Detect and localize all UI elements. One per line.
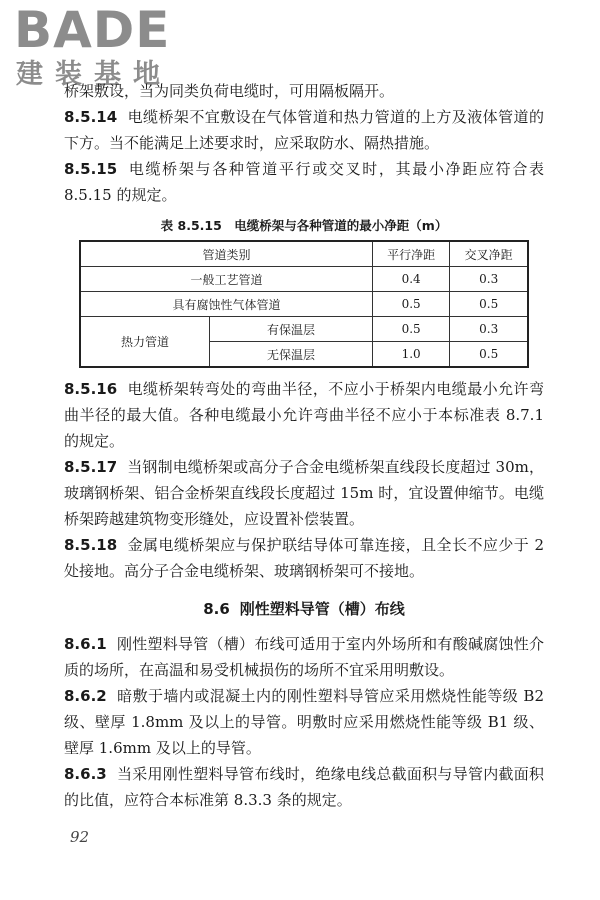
table-row bbox=[80, 317, 528, 342]
logo-subtitle: 建装基地 bbox=[16, 59, 172, 90]
cell-parallel: 1.0 bbox=[372, 342, 449, 368]
clause-number: 8.5.17 bbox=[64, 458, 118, 476]
cell-parallel: 0.5 bbox=[372, 317, 449, 342]
clause-number: 8.5.18 bbox=[64, 536, 118, 554]
clause-8-5-17 bbox=[64, 454, 544, 532]
table-row bbox=[80, 267, 528, 292]
cell-parallel: 0.4 bbox=[372, 267, 449, 292]
table-title: 表 8.5.15 电缆桥架与各种管道的最小净距（m） bbox=[160, 218, 448, 233]
cell-cross: 0.3 bbox=[450, 267, 528, 292]
header-category: 管道类别 bbox=[80, 241, 372, 267]
clause-text: 暗敷于墙内或混凝土内的刚性塑料导管应采用燃烧性能等级 B2 级、壁厚 1.8mm 及以上的导管。明敷时应采用燃烧性能等级 B1 级、壁厚 1.6mm 及以上的导管。 bbox=[64, 687, 544, 757]
clause-number: 8.5.15 bbox=[64, 160, 118, 178]
clause-number: 8.6.1 bbox=[64, 635, 107, 653]
clause-text: 金属电缆桥架应与保护联结导体可靠连接，且全长不应少于 2 处接地。高分子合金电缆桥架、玻璃钢桥架可不接地。 bbox=[64, 536, 544, 580]
clause-text: 当采用刚性塑料导管布线时，绝缘电线总截面积与导管内截面积的比值，应符合本标准第 8.3.3 条的规定。 bbox=[64, 765, 544, 809]
section-heading bbox=[64, 598, 544, 619]
clause-8-6-2 bbox=[64, 683, 544, 761]
cell-category-thermal: 热力管道 bbox=[80, 317, 210, 368]
table-row bbox=[80, 292, 528, 317]
cell-subcategory: 无保温层 bbox=[210, 342, 373, 368]
clause-text: 电缆桥架转弯处的弯曲半径，不应小于桥架内电缆最小允许弯曲半径的最大值。各种电缆最小允许弯曲半径不应小于本标准表 8.7.1 的规定。 bbox=[64, 380, 544, 450]
clause-8-5-18 bbox=[64, 532, 544, 584]
clause-8-6-3 bbox=[64, 761, 544, 813]
section-title: 刚性塑料导管（槽）布线 bbox=[239, 600, 405, 618]
cell-category: 一般工艺管道 bbox=[80, 267, 372, 292]
logo-brand: BADE bbox=[14, 1, 171, 59]
continued-paragraph: 桥架敷设，当为同类负荷电缆时，可用隔板隔开。 bbox=[64, 82, 395, 100]
cell-category: 具有腐蚀性气体管道 bbox=[80, 292, 372, 317]
cell-cross: 0.5 bbox=[450, 342, 528, 368]
cell-cross: 0.5 bbox=[450, 292, 528, 317]
clause-8-5-15 bbox=[64, 156, 544, 208]
clause-8-6-1 bbox=[64, 631, 544, 683]
cell-cross: 0.3 bbox=[450, 317, 528, 342]
clearance-table bbox=[79, 240, 529, 368]
section-number: 8.6 bbox=[203, 600, 230, 618]
page-number: 92 bbox=[70, 828, 90, 846]
clause-number: 8.6.3 bbox=[64, 765, 107, 783]
cell-parallel: 0.5 bbox=[372, 292, 449, 317]
clause-number: 8.5.14 bbox=[64, 108, 118, 126]
clause-8-5-16 bbox=[64, 376, 544, 454]
clause-text: 当钢制电缆桥架或高分子合金电缆桥架直线段长度超过 30m，玻璃钢桥架、铝合金桥架直线段长度超过 15m 时，宜设置伸缩节。电缆桥架跨越建筑物变形缝处，应设置补偿装置。 bbox=[64, 458, 544, 528]
clause-number: 8.6.2 bbox=[64, 687, 107, 705]
clause-text: 电缆桥架不宜敷设在气体管道和热力管道的上方及液体管道的下方。当不能满足上述要求时，应采取防水、隔热措施。 bbox=[64, 108, 544, 152]
clause-text: 刚性塑料导管（槽）布线可适用于室内外场所和有酸碱腐蚀性介质的场所，在高温和易受机械损伤的场所不宜采用明敷设。 bbox=[64, 635, 544, 679]
table-header-row bbox=[80, 241, 528, 267]
header-cross: 交叉净距 bbox=[450, 241, 528, 267]
clause-number: 8.5.16 bbox=[64, 380, 118, 398]
clause-8-5-14 bbox=[64, 104, 544, 156]
clause-text: 电缆桥架与各种管道平行或交叉时，其最小净距应符合表 8.5.15 的规定。 bbox=[64, 160, 544, 204]
header-parallel: 平行净距 bbox=[372, 241, 449, 267]
page-body bbox=[64, 78, 544, 813]
cell-subcategory: 有保温层 bbox=[210, 317, 373, 342]
